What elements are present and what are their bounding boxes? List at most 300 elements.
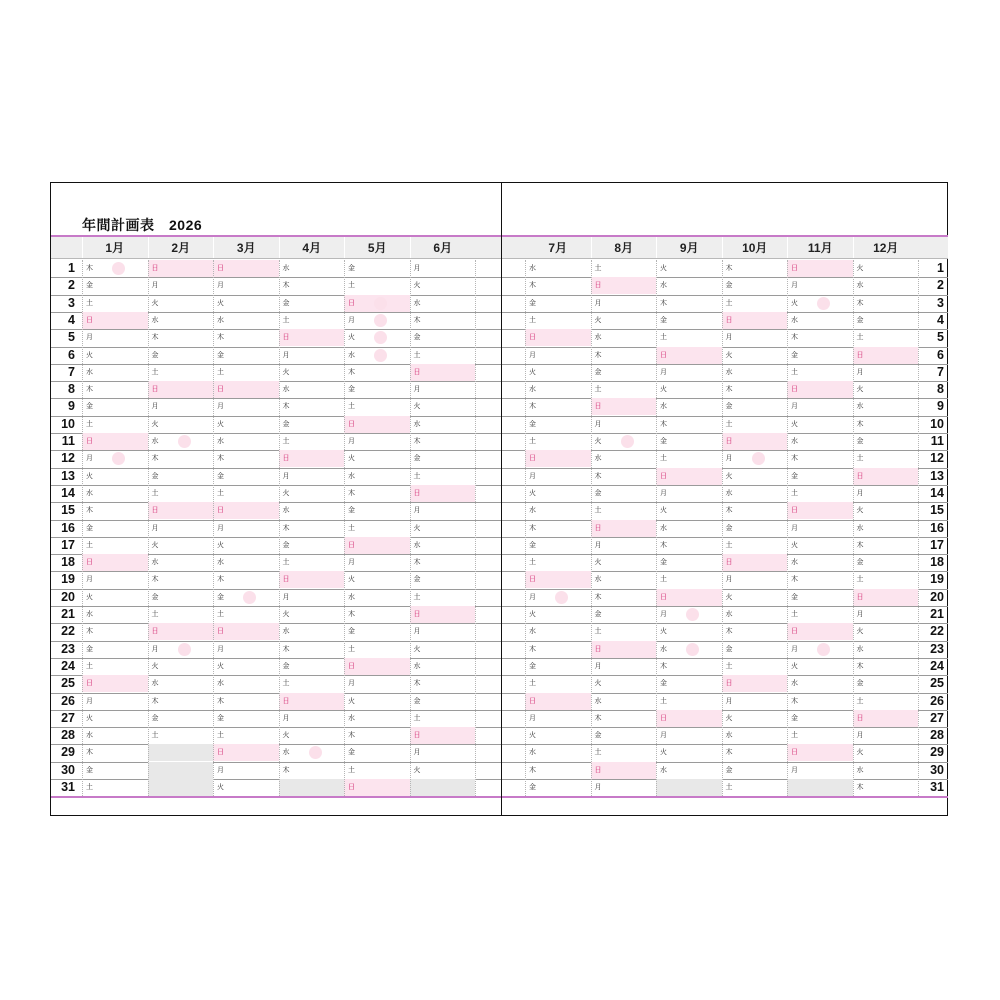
day-number: 8 bbox=[68, 382, 75, 397]
day-cell bbox=[82, 433, 148, 450]
day-cell bbox=[279, 744, 345, 761]
weekday-label: 木 bbox=[348, 368, 355, 376]
weekday-label: 月 bbox=[791, 403, 798, 411]
weekday-label: 月 bbox=[413, 628, 421, 636]
column-divider bbox=[279, 260, 280, 796]
weekday-label: 火 bbox=[791, 299, 798, 307]
day-number: 18 bbox=[930, 555, 944, 570]
weekday-label: 火 bbox=[529, 611, 536, 618]
day-number: 14 bbox=[930, 485, 944, 500]
nonexistent-day-cell bbox=[787, 779, 853, 796]
weekday-label: 月 bbox=[594, 541, 602, 549]
weekday-label: 火 bbox=[413, 282, 421, 290]
day-cell bbox=[722, 450, 788, 467]
weekday-label: 火 bbox=[413, 766, 421, 774]
holiday-circle-icon bbox=[817, 297, 830, 310]
day-cell bbox=[213, 433, 279, 450]
day-cell bbox=[344, 502, 410, 519]
day-cell bbox=[656, 381, 722, 398]
day-cell bbox=[525, 762, 591, 779]
weekday-label: 木 bbox=[791, 455, 798, 463]
day-cell bbox=[213, 537, 279, 554]
weekday-label: 月 bbox=[348, 559, 355, 567]
day-number: 25 bbox=[930, 676, 944, 691]
weekday-label: 水 bbox=[86, 489, 93, 497]
day-cell bbox=[148, 554, 214, 571]
weekday-label: 金 bbox=[856, 559, 864, 567]
weekday-label: 木 bbox=[151, 576, 159, 584]
month-header-11: 11月 bbox=[787, 237, 853, 258]
day-number: 13 bbox=[930, 468, 944, 483]
weekday-label: 火 bbox=[348, 576, 355, 584]
weekday-label: 月 bbox=[151, 645, 159, 653]
day-number: 29 bbox=[930, 745, 944, 760]
weekday-label: 水 bbox=[791, 680, 798, 688]
weekday-label: 水 bbox=[86, 368, 93, 376]
weekday-label: 金 bbox=[413, 576, 421, 584]
weekday-label: 金 bbox=[348, 507, 355, 515]
day-cell bbox=[410, 295, 476, 312]
day-cell bbox=[82, 779, 148, 796]
day-cell bbox=[853, 347, 919, 364]
day-cell bbox=[722, 416, 788, 433]
day-cell bbox=[344, 623, 410, 640]
day-cell bbox=[148, 381, 214, 398]
day-cell bbox=[410, 675, 476, 692]
day-cell bbox=[525, 468, 591, 485]
day-cell bbox=[410, 710, 476, 727]
day-cell bbox=[213, 347, 279, 364]
weekday-label: 土 bbox=[856, 334, 864, 342]
weekday-label: 金 bbox=[217, 351, 224, 359]
day-number: 22 bbox=[930, 624, 944, 639]
day-cell bbox=[148, 295, 214, 312]
weekday-label: 月 bbox=[529, 351, 536, 359]
day-cell bbox=[656, 744, 722, 761]
day-number: 20 bbox=[930, 589, 944, 604]
day-cell bbox=[213, 485, 279, 502]
weekday-label: 金 bbox=[856, 438, 864, 445]
day-cell bbox=[82, 589, 148, 606]
day-number: 21 bbox=[61, 607, 75, 621]
day-cell bbox=[344, 433, 410, 450]
day-cell bbox=[787, 485, 853, 502]
day-cell bbox=[525, 485, 591, 502]
day-cell bbox=[591, 450, 657, 467]
holiday-circle-icon bbox=[374, 331, 387, 344]
weekday-label: 月 bbox=[282, 593, 290, 601]
day-cell bbox=[853, 364, 919, 381]
day-cell bbox=[82, 658, 148, 675]
day-cell bbox=[344, 641, 410, 658]
day-number: 27 bbox=[61, 710, 75, 725]
weekday-label: 木 bbox=[791, 334, 798, 342]
weekday-label: 土 bbox=[856, 576, 864, 584]
weekday-label: 火 bbox=[217, 299, 224, 307]
day-cell bbox=[410, 762, 476, 779]
day-cell bbox=[722, 277, 788, 294]
row-divider bbox=[51, 796, 501, 798]
weekday-label: 土 bbox=[594, 386, 602, 394]
day-number: 20 bbox=[61, 589, 75, 604]
weekday-label: 日 bbox=[86, 559, 93, 567]
day-cell bbox=[279, 468, 345, 485]
weekday-label: 火 bbox=[151, 541, 159, 549]
day-cell bbox=[410, 416, 476, 433]
weekday-label: 金 bbox=[660, 316, 667, 324]
day-cell bbox=[82, 347, 148, 364]
column-divider bbox=[410, 260, 411, 796]
weekday-label: 木 bbox=[660, 299, 667, 307]
weekday-label: 日 bbox=[348, 784, 355, 791]
day-cell bbox=[591, 606, 657, 623]
day-cell bbox=[344, 468, 410, 485]
weekday-label: 金 bbox=[529, 420, 536, 428]
weekday-label: 金 bbox=[594, 489, 602, 497]
weekday-label: 日 bbox=[791, 507, 798, 515]
day-cell bbox=[853, 554, 919, 571]
weekday-label: 月 bbox=[660, 732, 667, 740]
day-cell bbox=[656, 693, 722, 710]
day-cell bbox=[279, 398, 345, 415]
weekday-label: 日 bbox=[856, 351, 864, 359]
day-cell bbox=[148, 433, 214, 450]
day-cell bbox=[279, 433, 345, 450]
day-cell bbox=[213, 416, 279, 433]
day-cell bbox=[82, 416, 148, 433]
day-cell bbox=[279, 502, 345, 519]
weekday-label: 日 bbox=[856, 593, 864, 601]
weekday-label: 土 bbox=[348, 766, 355, 774]
day-cell bbox=[787, 260, 853, 277]
day-cell bbox=[853, 277, 919, 294]
weekday-label: 火 bbox=[856, 265, 864, 272]
day-cell bbox=[787, 675, 853, 692]
day-cell bbox=[344, 277, 410, 294]
weekday-label: 土 bbox=[282, 559, 290, 567]
weekday-label: 金 bbox=[348, 749, 355, 757]
weekday-label: 金 bbox=[151, 472, 159, 480]
weekday-label: 火 bbox=[594, 559, 602, 567]
weekday-label: 月 bbox=[413, 265, 421, 272]
day-cell bbox=[410, 381, 476, 398]
day-cell bbox=[344, 589, 410, 606]
day-cell bbox=[344, 450, 410, 467]
day-cell bbox=[410, 744, 476, 761]
day-cell bbox=[82, 485, 148, 502]
weekday-label: 木 bbox=[151, 455, 159, 463]
day-cell bbox=[722, 744, 788, 761]
weekday-label: 日 bbox=[86, 316, 93, 324]
weekday-label: 月 bbox=[348, 438, 355, 445]
day-cell bbox=[148, 727, 214, 744]
weekday-label: 日 bbox=[217, 386, 224, 394]
day-cell bbox=[279, 554, 345, 571]
column-divider bbox=[656, 260, 657, 796]
day-cell bbox=[853, 312, 919, 329]
day-cell bbox=[853, 710, 919, 727]
month-header-row bbox=[502, 235, 948, 259]
weekday-label: 土 bbox=[282, 438, 290, 445]
day-cell bbox=[656, 450, 722, 467]
day-cell bbox=[591, 312, 657, 329]
day-cell bbox=[853, 606, 919, 623]
day-cell bbox=[853, 675, 919, 692]
day-cell bbox=[525, 623, 591, 640]
weekday-label: 水 bbox=[282, 386, 290, 394]
day-cell bbox=[213, 779, 279, 796]
day-cell bbox=[656, 468, 722, 485]
day-cell bbox=[853, 779, 919, 796]
day-cell bbox=[410, 693, 476, 710]
day-cell bbox=[591, 347, 657, 364]
nonexistent-day-cell bbox=[148, 779, 214, 796]
day-cell bbox=[525, 520, 591, 537]
weekday-label: 日 bbox=[217, 507, 224, 515]
day-cell bbox=[656, 364, 722, 381]
weekday-label: 火 bbox=[348, 455, 355, 463]
weekday-label: 土 bbox=[348, 282, 355, 290]
day-cell bbox=[591, 762, 657, 779]
weekday-label: 水 bbox=[217, 316, 224, 324]
weekday-label: 月 bbox=[660, 489, 667, 497]
weekday-label: 木 bbox=[529, 403, 536, 411]
column-divider bbox=[525, 260, 526, 796]
day-cell bbox=[525, 606, 591, 623]
weekday-label: 土 bbox=[151, 489, 159, 497]
day-cell bbox=[148, 260, 214, 277]
weekday-label: 木 bbox=[725, 265, 733, 272]
day-cell bbox=[82, 727, 148, 744]
day-number: 16 bbox=[61, 520, 75, 535]
day-cell bbox=[525, 295, 591, 312]
weekday-label: 木 bbox=[856, 299, 864, 307]
weekday-label: 水 bbox=[86, 732, 93, 740]
day-number: 23 bbox=[61, 641, 75, 656]
holiday-circle-icon bbox=[374, 349, 387, 362]
day-cell bbox=[410, 571, 476, 588]
weekday-label: 土 bbox=[413, 472, 421, 480]
weekday-label: 火 bbox=[282, 611, 290, 618]
weekday-label: 月 bbox=[86, 334, 93, 342]
day-cell bbox=[410, 277, 476, 294]
day-cell bbox=[591, 537, 657, 554]
weekday-label: 木 bbox=[86, 749, 93, 757]
column-divider bbox=[853, 260, 854, 796]
day-cell bbox=[213, 589, 279, 606]
weekday-label: 土 bbox=[660, 576, 667, 584]
weekday-label: 木 bbox=[413, 316, 421, 324]
weekday-label: 月 bbox=[86, 455, 93, 463]
day-number: 3 bbox=[937, 295, 944, 310]
weekday-label: 木 bbox=[348, 732, 355, 740]
day-cell bbox=[279, 710, 345, 727]
day-number: 2 bbox=[68, 278, 75, 293]
day-cell bbox=[344, 329, 410, 346]
day-cell bbox=[656, 312, 722, 329]
weekday-label: 日 bbox=[348, 299, 355, 307]
day-cell bbox=[591, 277, 657, 294]
holiday-circle-icon bbox=[374, 314, 387, 327]
day-cell bbox=[344, 398, 410, 415]
day-cell bbox=[525, 779, 591, 796]
weekday-label: 日 bbox=[529, 576, 536, 584]
day-cell bbox=[344, 381, 410, 398]
day-cell bbox=[279, 641, 345, 658]
day-cell bbox=[410, 468, 476, 485]
weekday-label: 土 bbox=[282, 680, 290, 688]
weekday-label: 金 bbox=[217, 593, 224, 601]
weekday-label: 日 bbox=[594, 282, 602, 290]
day-cell bbox=[787, 450, 853, 467]
planner-spread bbox=[50, 182, 948, 816]
day-cell bbox=[656, 762, 722, 779]
weekday-label: 月 bbox=[151, 403, 159, 411]
day-cell bbox=[148, 277, 214, 294]
day-number: 16 bbox=[930, 520, 944, 535]
day-cell bbox=[279, 260, 345, 277]
day-cell bbox=[525, 398, 591, 415]
day-cell bbox=[525, 347, 591, 364]
weekday-label: 土 bbox=[348, 645, 355, 653]
weekday-label: 水 bbox=[282, 507, 290, 515]
weekday-label: 月 bbox=[660, 611, 667, 618]
column-divider bbox=[918, 260, 919, 796]
day-number: 24 bbox=[61, 658, 75, 673]
weekday-label: 月 bbox=[86, 576, 93, 584]
weekday-label: 土 bbox=[86, 784, 93, 791]
weekday-label: 火 bbox=[86, 472, 93, 480]
weekday-label: 月 bbox=[348, 316, 355, 324]
weekday-label: 火 bbox=[413, 403, 421, 411]
weekday-label: 月 bbox=[725, 334, 733, 342]
weekday-label: 木 bbox=[282, 282, 290, 290]
column-divider bbox=[82, 260, 83, 796]
weekday-label: 木 bbox=[856, 662, 864, 670]
day-cell bbox=[213, 762, 279, 779]
weekday-label: 月 bbox=[217, 766, 224, 774]
day-cell bbox=[525, 537, 591, 554]
weekday-label: 火 bbox=[791, 662, 798, 670]
day-cell bbox=[787, 658, 853, 675]
weekday-label: 日 bbox=[529, 697, 536, 705]
weekday-label: 木 bbox=[348, 489, 355, 497]
weekday-label: 土 bbox=[791, 368, 798, 376]
day-cell bbox=[148, 416, 214, 433]
weekday-label: 木 bbox=[217, 455, 224, 463]
holiday-circle-icon bbox=[243, 591, 256, 604]
weekday-label: 日 bbox=[594, 645, 602, 653]
day-cell bbox=[787, 468, 853, 485]
day-cell bbox=[787, 329, 853, 346]
day-cell bbox=[410, 623, 476, 640]
weekday-label: 水 bbox=[594, 576, 602, 584]
day-cell bbox=[213, 675, 279, 692]
day-number: 1 bbox=[937, 261, 944, 275]
day-cell bbox=[344, 727, 410, 744]
day-cell bbox=[591, 295, 657, 312]
day-cell bbox=[410, 433, 476, 450]
weekday-label: 木 bbox=[856, 420, 864, 428]
weekday-label: 日 bbox=[791, 749, 798, 757]
column-divider bbox=[213, 260, 214, 796]
weekday-label: 金 bbox=[282, 662, 290, 670]
day-cell bbox=[787, 589, 853, 606]
weekday-label: 月 bbox=[282, 351, 290, 359]
weekday-label: 日 bbox=[594, 403, 602, 411]
day-cell bbox=[82, 364, 148, 381]
weekday-label: 水 bbox=[348, 472, 355, 480]
day-cell bbox=[279, 589, 345, 606]
day-cell bbox=[344, 744, 410, 761]
day-cell bbox=[213, 381, 279, 398]
weekday-label: 土 bbox=[86, 541, 93, 549]
weekday-label: 土 bbox=[282, 316, 290, 324]
weekday-label: 月 bbox=[725, 697, 733, 705]
weekday-label: 金 bbox=[725, 524, 733, 532]
weekday-label: 土 bbox=[791, 732, 798, 740]
day-cell bbox=[591, 520, 657, 537]
day-cell bbox=[344, 520, 410, 537]
day-cell bbox=[591, 589, 657, 606]
weekday-label: 月 bbox=[413, 749, 421, 757]
weekday-label: 金 bbox=[348, 265, 355, 272]
day-cell bbox=[591, 727, 657, 744]
day-cell bbox=[722, 312, 788, 329]
weekday-label: 水 bbox=[282, 749, 290, 757]
day-cell bbox=[279, 312, 345, 329]
header-gap bbox=[82, 237, 83, 258]
day-cell bbox=[410, 727, 476, 744]
day-cell bbox=[344, 710, 410, 727]
day-cell bbox=[853, 571, 919, 588]
weekday-label: 水 bbox=[282, 628, 290, 636]
day-cell bbox=[591, 658, 657, 675]
weekday-label: 土 bbox=[725, 784, 733, 791]
day-cell bbox=[591, 329, 657, 346]
weekday-label: 金 bbox=[529, 541, 536, 549]
weekday-label: 日 bbox=[86, 438, 93, 445]
day-cell bbox=[279, 727, 345, 744]
weekday-label: 水 bbox=[791, 438, 798, 445]
day-cell bbox=[591, 675, 657, 692]
weekday-label: 日 bbox=[413, 732, 421, 740]
day-cell bbox=[656, 554, 722, 571]
day-cell bbox=[591, 502, 657, 519]
weekday-label: 土 bbox=[151, 611, 159, 618]
holiday-circle-icon bbox=[112, 452, 125, 465]
weekday-label: 水 bbox=[413, 541, 421, 549]
nonexistent-day-cell bbox=[410, 779, 476, 796]
weekday-label: 金 bbox=[660, 559, 667, 567]
weekday-label: 火 bbox=[217, 541, 224, 549]
weekday-label: 木 bbox=[413, 680, 421, 688]
holiday-circle-icon bbox=[686, 608, 699, 621]
day-cell bbox=[279, 675, 345, 692]
day-cell bbox=[213, 744, 279, 761]
day-cell bbox=[344, 295, 410, 312]
holiday-circle-icon bbox=[178, 435, 191, 448]
day-cell bbox=[525, 416, 591, 433]
weekday-label: 火 bbox=[856, 628, 864, 636]
weekday-label: 木 bbox=[413, 559, 421, 567]
weekday-label: 月 bbox=[660, 368, 667, 376]
weekday-label: 木 bbox=[856, 541, 864, 549]
weekday-label: 火 bbox=[594, 438, 602, 445]
weekday-label: 土 bbox=[151, 368, 159, 376]
day-number: 10 bbox=[930, 416, 944, 431]
weekday-label: 日 bbox=[725, 680, 733, 688]
